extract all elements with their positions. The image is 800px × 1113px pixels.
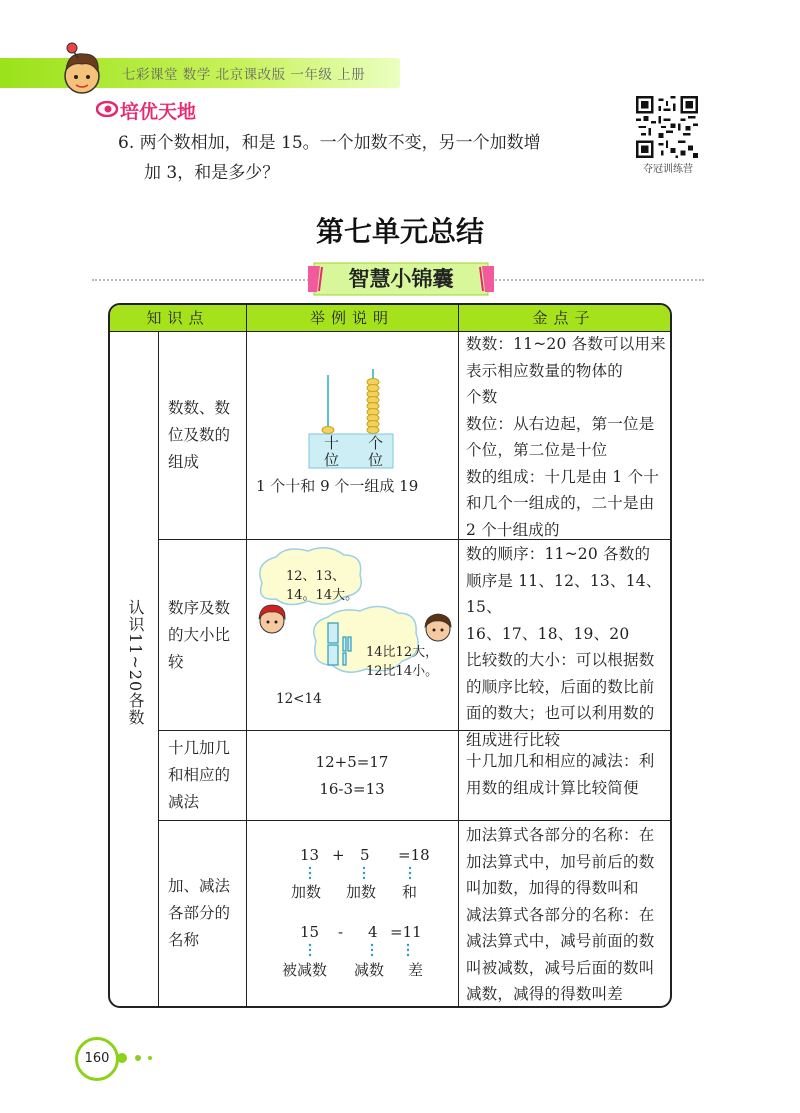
add-term-1: 13: [300, 846, 320, 864]
row1-tips: 数数：11~20 各数可以用来 表示相应数量的物体的 个数 数位：从右边起，第一位是 个位，第二位是十位 数的组成：十几是由 1 个十 和几个一组成的，二十是由 2 个十组成的: [466, 335, 666, 539]
qr-caption: 夺冠训练营: [643, 164, 693, 175]
page-number: 160: [75, 1037, 119, 1081]
add-name-1: 加数: [291, 883, 322, 901]
header-knowledge: 知识点: [110, 305, 246, 332]
add-term-2: 5: [360, 846, 370, 864]
abacus-illustration: [295, 367, 405, 472]
abacus-ones-label: 个 位: [368, 434, 384, 469]
row1-example-caption: 1 个十和 9 个一组成 19: [256, 477, 419, 495]
category-label: 认识11~20各数: [126, 599, 145, 727]
abacus-tens-label: 十 位: [324, 434, 340, 469]
grid-line: [158, 331, 159, 1006]
add-name-3: 和: [402, 883, 418, 901]
row2-example-caption: 12<14: [276, 691, 322, 707]
bubble-boy-text: 14比12大， 12比14小。: [366, 645, 439, 679]
sub-name-1: 被减数: [282, 961, 328, 979]
sub-term-2: 4: [368, 923, 378, 941]
problem-text: [118, 128, 623, 188]
unit-title: 第七单元总结: [315, 215, 484, 248]
page-dots-icon: [116, 1052, 160, 1064]
sub-term-1: 15: [300, 923, 320, 941]
row3-tips: 十几加几和相应的减法：利 用数的组成计算比较简便: [466, 752, 655, 797]
summary-table: [108, 303, 672, 1008]
row1-topic: 数数、数 位及数的 组成: [168, 399, 231, 471]
sub-name-2: 减数: [354, 961, 385, 979]
qr-code[interactable]: [636, 96, 698, 158]
sub-name-3: 差: [408, 961, 424, 979]
row2-tips: 数的顺序：11~20 各数的 顺序是 11、12、13、14、15、 16、17、18、19、20 比较数的大小：可以根据数 的顺序比较，后面的数比前 面的数大；也可以利用数的 组成进行比较: [466, 545, 662, 749]
grid-line: [246, 305, 247, 1006]
row3-topic: 十几加几 和相应的 减法: [168, 739, 231, 811]
bubble-girl-text: 12、13、 14。14大。: [286, 569, 359, 603]
problem-line-1: 6. 两个数相加，和是 15。一个加数不变，另一个加数增: [118, 133, 541, 153]
header-example: 举例说明: [246, 305, 458, 332]
row4-tips: 加法算式各部分的名称：在 加法算式中，加号前后的数 叫加数，加得的得数叫和 减法算式各部分的名称：在 减法算式中，减号前面的数 叫被减数，减号后面的数叫 减数，减得的得数叫差: [466, 826, 655, 1003]
add-name-2: 加数: [346, 883, 377, 901]
eye-icon: [96, 101, 118, 117]
grid-line: [158, 820, 670, 821]
header-tips: 金点子: [458, 305, 670, 332]
section-title: 培优天地: [120, 101, 197, 123]
header-text: 七彩课堂 数学 北京课改版 一年级 上册: [122, 67, 366, 83]
row2-topic: 数序及数 的大小比 较: [168, 599, 231, 671]
mascot-icon: [58, 40, 106, 94]
banner-title: 智慧小锦囊: [348, 267, 454, 291]
sub-operator: -: [338, 923, 344, 941]
add-result: =18: [398, 846, 430, 864]
add-operator: +: [332, 846, 345, 864]
row3-equations: 12+5=17 16-3=13: [315, 753, 389, 798]
row4-topic: 加、减法 各部分的 名称: [168, 877, 231, 949]
sub-result: =11: [390, 923, 422, 941]
problem-line-2: 加 3，和是多少？: [144, 163, 280, 183]
grid-line: [458, 305, 459, 1006]
